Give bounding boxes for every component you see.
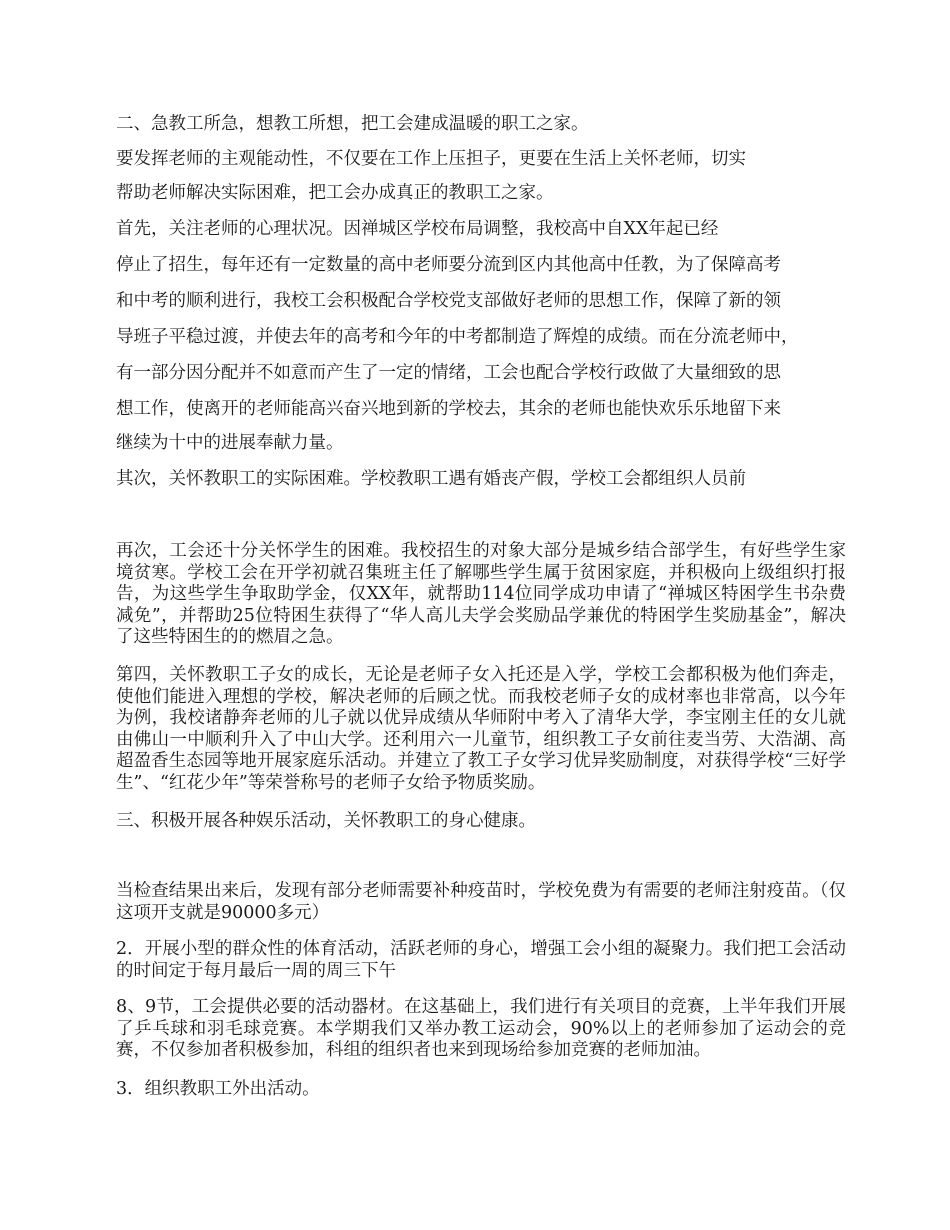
first-point-line-6: 想工作，使离开的老师能高兴奋兴地到新的学校去，其余的老师也能快欢乐乐地留下来	[116, 399, 781, 419]
first-point-line-5: 有一部分因分配并不如意而产生了一定的情绪，工会也配合学校行政做了大量细致的思	[116, 363, 781, 383]
vaccine-paragraph: 当检查结果出来后，发现有部分老师需要补种疫苗时，学校免费为有需要的老师注射疫苗。（仅这项开支就是90000多元）	[116, 881, 846, 923]
third-point-paragraph: 再次，工会还十分关怀学生的困难。我校招生的对象大部分是城乡结合部学生，有好些学生家境贫寒。学校工会在开学初就召集班主任了解哪些学生属于贫困家庭，并积极向上级组织打报告，为这些学生争取助学金，仅XX年，就帮助114位同学成功申请了“禅城区特困学生书杂费减免”，并帮助25位特困生获得了“华人高儿夫学会奖励品学兼优的特困学生奖励基金”，解决了这些特困生的的燃眉之急。	[116, 541, 846, 647]
first-point-line-2: 停止了招生，每年还有一定数量的高中老师要分流到区内其他高中任教，为了保障高考	[116, 255, 781, 275]
fourth-point-paragraph: 第四，关怀教职工子女的成长，无论是老师子女入托还是入学，学校工会都积极为他们奔走，使他们能进入理想的学校，解决老师的后顾之忧。而我校老师子女的成材率也非常高，以今年为例，我校诸静奔老师的儿子就以优异成绩从华师附中考入了清华大学，李宝刚主任的女儿就由佛山一中顺利升入了中山大学。还利用六一儿童节，组织教工子女前往麦当劳、大浩湖、高超盈香生态园等地开展家庭乐活动。并建立了教工子女学习优异奖励制度，对获得学校“三好学生”、“红花少年”等荣誉称号的老师子女给予物质奖励。	[116, 665, 846, 793]
first-point-line-7: 继续为十中的进展奉献力量。	[116, 433, 344, 453]
first-point-line-4: 导班子平稳过渡，并使去年的高考和今年的中考都制造了辉煌的成绩。而在分流老师中，	[116, 327, 799, 347]
section-heading-3: 三、积极开展各种娱乐活动，关怀教职工的身心健康。	[116, 811, 536, 831]
intro-line-1: 要发挥老师的主观能动性，不仅要在工作上压担子，更要在生活上关怀老师，切实	[116, 149, 746, 169]
first-point-line-1: 首先，关注老师的心理状况。因禅城区学校布局调整，我校高中自XX年起已经	[116, 219, 719, 239]
item-2-paragraph: 2．开展小型的群众性的体育活动，活跃老师的身心，增强工会小组的凝聚力。我们把工会活动的时间定于每月最后一周的周三下午	[116, 939, 846, 981]
second-point-line: 其次，关怀教职工的实际困难。学校教职工遇有婚丧产假，学校工会都组织人员前	[116, 469, 746, 489]
item-2-continued-paragraph: 8、9节，工会提供必要的活动器材。在这基础上，我们进行有关项目的竞赛，上半年我们开展了乒乓球和羽毛球竞赛。本学期我们又举办教工运动会，90%以上的老师参加了运动会的竞赛，不仅参加者积极参加，科组的组织者也来到现场给参加竞赛的老师加油。	[116, 997, 846, 1060]
intro-line-2: 帮助老师解决实际困难，把工会办成真正的教职工之家。	[116, 183, 554, 203]
section-heading-2: 二、急教工所急，想教工所想，把工会建成温暖的职工之家。	[116, 114, 589, 134]
item-3-heading: 3．组织教职工外出活动。	[116, 1079, 320, 1099]
first-point-line-3: 和中考的顺利进行，我校工会积极配合学校党支部做好老师的思想工作，保障了新的领	[116, 291, 781, 311]
